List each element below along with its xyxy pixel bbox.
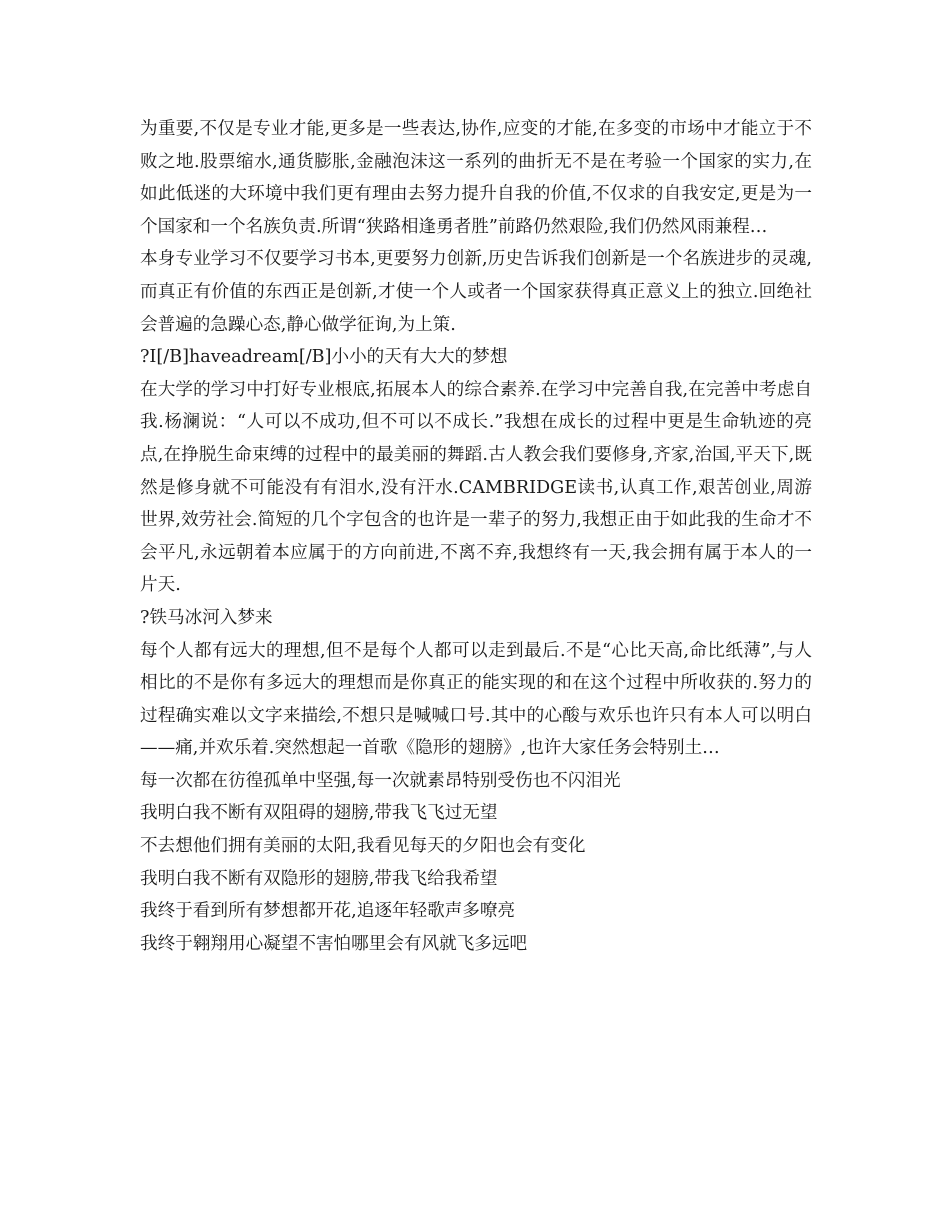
paragraph: 本身专业学习不仅要学习书本,更要努力创新,历史告诉我们创新是一个名族进步的灵魂,而真正有价值的东西正是创新,才使一个人或者一个国家获得真正意义上的独立.回绝社会普遍的急躁心态,静心做学征询,为上策. xyxy=(140,249,812,335)
lyric-line: 我终于看到所有梦想都开花,追逐年轻歌声多嘹亮 xyxy=(140,901,516,922)
document-body xyxy=(140,113,812,960)
lyric-line: 我明白我不断有双阻碍的翅膀,带我飞飞过无望 xyxy=(140,803,498,824)
paragraph: 在大学的学习中打好专业根底,拓展本人的综合素养.在学习中完善自我,在完善中考虑自我.杨澜说：“人可以不成功,但不可以不成长.”我想在成长的过程中更是生命轨迹的亮点,在挣脱生命束缚的过程中的最美丽的舞蹈.古人教会我们要修身,齐家,治国,平天下,既然是修身就不可能没有有泪水,没有汗水.CAMBRIDGE读书,认真工作,艰苦创业,周游世界,效劳社会.简短的几个字包含的也许是一辈子的努力,我想正由于如此我的生命才不会平凡,永远朝着本应属于的方向前进,不离不弃,我想终有一天,我会拥有属于本人的一片天. xyxy=(140,379,812,596)
lyric-line: 不去想他们拥有美丽的太阳,我看见每天的夕阳也会有变化 xyxy=(140,836,586,857)
section-heading: ?铁马冰河入梦来 xyxy=(140,607,273,628)
lyric-line: 每一次都在彷徨孤单中坚强,每一次就素昂特别受伤也不闪泪光 xyxy=(140,770,621,791)
section-heading: ?I[/B]haveadream[/B]小小的天有大大的梦想 xyxy=(140,347,508,368)
paragraph: 每个人都有远大的理想,但不是每个人都可以走到最后.不是“心比天高,命比纸薄”,与人相比的不是你有多远大的理想而是你真正的能实现的和在这个过程中所收获的.努力的过程确实难以文字来描绘,不想只是喊喊口号.其中的心酸与欢乐也许只有本人可以明白——痛,并欢乐着.突然想起一首歌《隐形的翅膀》,也许大家任务会特别土… xyxy=(140,640,812,759)
lyric-line: 我终于翱翔用心凝望不害怕哪里会有风就飞多远吧 xyxy=(140,933,528,954)
lyric-line: 我明白我不断有双隐形的翅膀,带我飞给我希望 xyxy=(140,868,498,889)
paragraph: 为重要,不仅是专业才能,更多是一些表达,协作,应变的才能,在多变的市场中才能立于不败之地.股票缩水,通货膨胀,金融泡沫这一系列的曲折无不是在考验一个国家的实力,在如此低迷的大环境中我们更有理由去努力提升自我的价值,不仅求的自我安定,更是为一个国家和一个名族负责.所谓“狭路相逢勇者胜”前路仍然艰险,我们仍然风雨兼程… xyxy=(140,119,812,237)
